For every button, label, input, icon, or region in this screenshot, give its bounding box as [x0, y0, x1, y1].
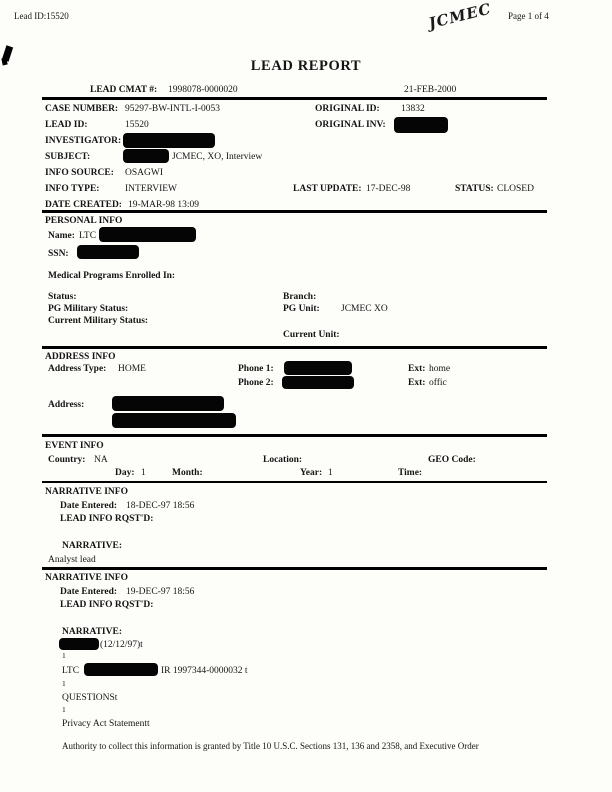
redaction-name — [99, 227, 196, 242]
page-number-label: Page 1 of 4 — [508, 11, 549, 21]
narrative1-label: NARRATIVE: — [62, 541, 122, 551]
subject-value: JCMEC, XO, Interview — [172, 152, 263, 162]
divider-rule — [42, 434, 547, 437]
location-label: Location: — [263, 455, 303, 465]
address-type-label: Address Type: — [48, 364, 107, 374]
pg-military-status-label: PG Military Status: — [48, 304, 129, 314]
name-rank: LTC — [79, 231, 97, 241]
lead-id-value: 15520 — [125, 120, 149, 130]
year-value: 1 — [328, 468, 333, 478]
branch-label: Branch: — [283, 292, 317, 302]
phone2-label: Phone 2: — [238, 378, 274, 388]
current-unit-label: Current Unit: — [283, 330, 340, 340]
address-info-heading: ADDRESS INFO — [45, 352, 116, 362]
event-info-heading: EVENT INFO — [45, 441, 104, 451]
redaction-narrative-name1 — [59, 638, 99, 650]
date-created-value: 19-MAR-98 13:09 — [128, 200, 199, 210]
info-type-label: INFO TYPE: — [45, 184, 100, 194]
cmat-value: 1998078-0000020 — [168, 85, 238, 95]
day-label: Day: — [115, 468, 135, 478]
narrative1-text: Analyst lead — [48, 555, 96, 565]
last-update-label: LAST UPDATE: — [293, 184, 362, 194]
narrative2-date-entered-value: 19-DEC-97 18:56 — [126, 587, 195, 597]
narrative2-line1: (12/12/97)t — [100, 640, 143, 650]
subject-label: SUBJECT: — [45, 152, 91, 162]
address-type-value: HOME — [118, 364, 146, 374]
narrative1-date-entered-label: Date Entered: — [60, 501, 118, 511]
year-label: Year: — [300, 468, 323, 478]
info-type-value: INTERVIEW — [125, 184, 177, 194]
country-label: Country: — [48, 455, 86, 465]
redaction-original-inv — [394, 117, 448, 133]
investigator-label: INVESTIGATOR: — [45, 136, 122, 146]
status-value: CLOSED — [497, 184, 534, 194]
time-label: Time: — [398, 468, 423, 478]
personal-info-heading: PERSONAL INFO — [45, 216, 123, 226]
footnote-mark: 1 — [62, 679, 66, 688]
redaction-ssn — [77, 245, 139, 259]
redaction-address-line1 — [112, 396, 224, 411]
ext2-label: Ext: — [408, 378, 426, 388]
ext1-value: home — [429, 364, 451, 374]
cmat-date: 21-FEB-2000 — [404, 85, 457, 95]
narrative2-label: NARRATIVE: — [62, 627, 122, 637]
narrative2-line2-ir: IR 1997344-0000032 t — [161, 666, 248, 676]
divider-rule — [42, 346, 547, 349]
lead-id-label: LEAD ID: — [45, 120, 88, 130]
medical-programs-label: Medical Programs Enrolled In: — [48, 271, 176, 281]
handwritten-note: JCMEC — [426, 0, 494, 33]
date-created-label: DATE CREATED: — [45, 200, 122, 210]
original-inv-label: ORIGINAL INV: — [315, 120, 386, 130]
lead-id-header: Lead ID:15520 — [14, 11, 69, 21]
case-number-label: CASE NUMBER: — [45, 104, 119, 114]
ext2-value: offic — [429, 378, 447, 388]
authority-text: Authority to collect this information is granted by Title 10 U.S.C. Sections 131, 136 and 2358, and Executive Order — [62, 741, 479, 751]
narrative1-lead-info-label: LEAD INFO RQST'D: — [60, 514, 154, 524]
geo-code-label: GEO Code: — [428, 455, 476, 465]
personal-status-label: Status: — [48, 292, 77, 302]
status-label: STATUS: — [455, 184, 494, 194]
name-label: Name: — [48, 231, 75, 241]
ssn-label: SSN: — [48, 249, 69, 259]
narrative2-lead-info-label: LEAD INFO RQST'D: — [60, 600, 154, 610]
footnote-mark: 1 — [62, 705, 66, 714]
case-number-value: 95297-BW-INTL-I-0053 — [125, 104, 220, 114]
original-id-label: ORIGINAL ID: — [315, 104, 380, 114]
divider-rule — [42, 567, 547, 570]
narrative1-date-entered-value: 18-DEC-97 18:56 — [126, 501, 195, 511]
divider-rule — [42, 210, 547, 213]
privacy-act-label: Privacy Act Statementt — [62, 719, 150, 729]
divider-rule — [42, 481, 547, 483]
page-title: LEAD REPORT — [250, 58, 362, 74]
divider-rule — [42, 97, 547, 100]
pg-unit-label: PG Unit: — [283, 304, 320, 314]
month-label: Month: — [172, 468, 203, 478]
narrative2-heading: NARRATIVE INFO — [45, 573, 128, 583]
narrative1-heading: NARRATIVE INFO — [45, 487, 128, 497]
redaction-investigator — [123, 133, 215, 148]
redaction-subject — [123, 149, 169, 163]
redaction-phone1 — [284, 361, 352, 375]
current-military-status-label: Current Military Status: — [48, 316, 149, 326]
info-source-value: OSAGWI — [125, 168, 163, 178]
redaction-narrative-name2 — [84, 663, 158, 676]
footnote-mark: 1 — [62, 651, 66, 660]
info-source-label: INFO SOURCE: — [45, 168, 114, 178]
redaction-address-line2 — [112, 413, 236, 428]
redaction-phone2 — [282, 376, 354, 389]
ext1-label: Ext: — [408, 364, 426, 374]
day-value: 1 — [141, 468, 146, 478]
narrative2-date-entered-label: Date Entered: — [60, 587, 118, 597]
narrative2-line2-rank: LTC — [62, 666, 80, 676]
original-id-value: 13832 — [401, 104, 425, 114]
last-update-value: 17-DEC-98 — [366, 184, 411, 194]
address-label: Address: — [48, 400, 85, 410]
pg-unit-value: JCMEC XO — [341, 304, 388, 314]
questions-label: QUESTIONSt — [62, 693, 118, 703]
cmat-label: LEAD CMAT #: — [90, 85, 158, 95]
phone1-label: Phone 1: — [238, 364, 274, 374]
country-value: NA — [94, 455, 108, 465]
